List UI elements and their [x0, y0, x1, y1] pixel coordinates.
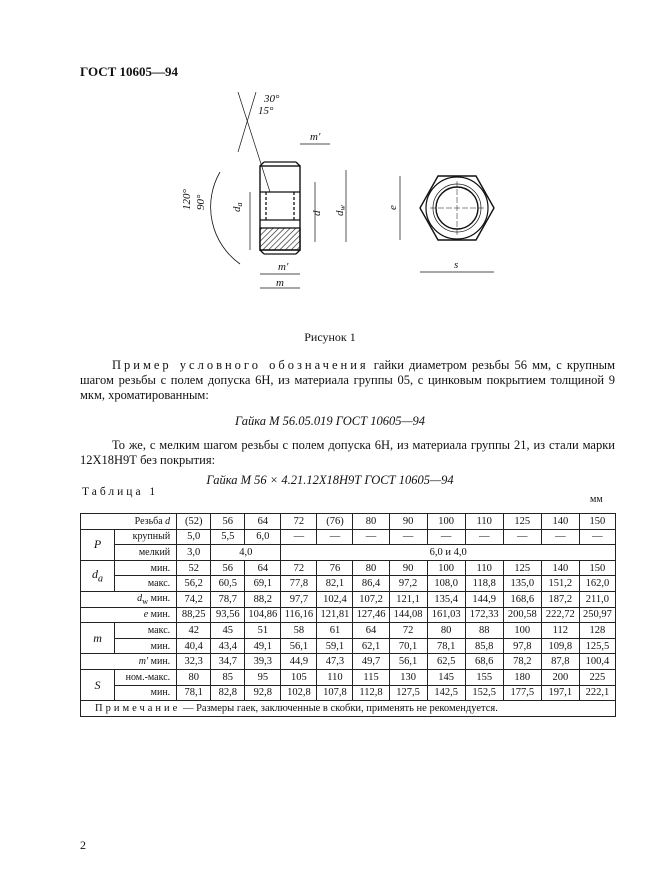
- pitch-symbol: P: [81, 529, 115, 560]
- table-cell: 61: [317, 623, 353, 639]
- table-cell: 74,2: [177, 591, 211, 607]
- table-cell: 125: [503, 560, 541, 576]
- table-cell: 125,5: [579, 638, 615, 654]
- angle-15-label: 15°: [258, 105, 274, 117]
- nut-side-view: [211, 92, 346, 288]
- table-cell: 108,0: [427, 576, 465, 592]
- table-row: [81, 529, 616, 545]
- table-cell: 177,5: [503, 685, 541, 701]
- table-cell: —: [503, 529, 541, 545]
- table-cell: 107,2: [353, 591, 389, 607]
- table-row: [81, 654, 616, 670]
- table-cell: 112: [541, 623, 579, 639]
- table-cell: 6,0 и 4,0: [281, 545, 616, 561]
- table-cell: 72: [281, 514, 317, 530]
- m-prime-top-label: m': [310, 131, 321, 143]
- da-symbol: $d_a$: [81, 560, 115, 591]
- table-cell: 105: [281, 669, 317, 685]
- table-cell: 110: [317, 669, 353, 685]
- table-row: [81, 591, 616, 607]
- table-cell: 95: [245, 669, 281, 685]
- table-cell: 222,1: [579, 685, 615, 701]
- table-cell: 78,2: [503, 654, 541, 670]
- table-cell: 109,8: [541, 638, 579, 654]
- figure-caption: Рисунок 1: [304, 330, 356, 344]
- nut-front-view: [400, 176, 494, 272]
- table-cell: (76): [317, 514, 353, 530]
- table-cell: 150: [579, 560, 615, 576]
- table-row: [81, 560, 616, 576]
- table-row: [81, 545, 616, 561]
- table-cell: 135,0: [503, 576, 541, 592]
- mprime-header: m' мин.: [81, 654, 177, 670]
- table-cell: 5,0: [177, 529, 211, 545]
- table-cell: 140: [541, 560, 579, 576]
- table-cell: (52): [177, 514, 211, 530]
- table-cell: 151,2: [541, 576, 579, 592]
- table-cell: 100: [503, 623, 541, 639]
- table-cell: 76: [317, 560, 353, 576]
- table-cell: 145: [427, 669, 465, 685]
- table-cell: 116,16: [281, 607, 317, 623]
- m-symbol: m: [81, 623, 115, 654]
- table-cell: 56,1: [281, 638, 317, 654]
- table-cell: 68,6: [465, 654, 503, 670]
- table-cell: 187,2: [541, 591, 579, 607]
- table-cell: 82,1: [317, 576, 353, 592]
- angle-90-label: 90°: [195, 194, 207, 210]
- row-label: макс.: [115, 576, 177, 592]
- table-cell: 100: [427, 560, 465, 576]
- table-row: [81, 669, 616, 685]
- table-row: [81, 685, 616, 701]
- table-cell: 56: [211, 514, 245, 530]
- table-cell: 180: [503, 669, 541, 685]
- table-cell: 58: [281, 623, 317, 639]
- table-cell: —: [281, 529, 317, 545]
- e-header: e мин.: [81, 607, 177, 623]
- table-cell: 115: [353, 669, 389, 685]
- table-cell: 5,5: [211, 529, 245, 545]
- table-cell: 87,8: [541, 654, 579, 670]
- table-cell: 168,6: [503, 591, 541, 607]
- table-cell: 150: [579, 514, 615, 530]
- table-cell: 44,9: [281, 654, 317, 670]
- table-cell: 125: [503, 514, 541, 530]
- table-cell: 59,1: [317, 638, 353, 654]
- table-cell: 3,0: [177, 545, 211, 561]
- designation-2: Гайка М 56 × 4.21.12Х18Н9Т ГОСТ 10605—94: [206, 473, 454, 487]
- nut-drawing: [160, 92, 560, 314]
- table-cell: 135,4: [427, 591, 465, 607]
- table-cell: 225: [579, 669, 615, 685]
- table-row: [81, 701, 616, 717]
- table-cell: 144,9: [465, 591, 503, 607]
- example-paragraph-2: То же, с мелким шагом резьбы с полем допуска 6Н, из материала группы 21, из стали марки 12Х18Н9Т без покрытия:: [80, 438, 615, 467]
- table-cell: 78,1: [427, 638, 465, 654]
- table-cell: 102,4: [317, 591, 353, 607]
- table-cell: —: [353, 529, 389, 545]
- table-cell: 82,8: [211, 685, 245, 701]
- table-cell: 100: [427, 514, 465, 530]
- angle-120-label: 120°: [181, 189, 193, 210]
- table-cell: —: [579, 529, 615, 545]
- s-label: s: [454, 259, 459, 271]
- row-label: мин.: [115, 560, 177, 576]
- table-cell: 77,8: [281, 576, 317, 592]
- table-cell: 102,8: [281, 685, 317, 701]
- table-cell: 121,1: [389, 591, 427, 607]
- table-cell: 161,03: [427, 607, 465, 623]
- table-cell: 78,1: [177, 685, 211, 701]
- d-label: d: [311, 210, 323, 216]
- row-label: крупный: [115, 529, 177, 545]
- table-row: [81, 638, 616, 654]
- table-cell: 144,08: [389, 607, 427, 623]
- s-symbol: S: [81, 669, 115, 700]
- table-cell: 69,1: [245, 576, 281, 592]
- table-cell: 90: [389, 514, 427, 530]
- table-cell: 47,3: [317, 654, 353, 670]
- table-cell: 140: [541, 514, 579, 530]
- table-cell: 49,1: [245, 638, 281, 654]
- table-cell: 97,2: [389, 576, 427, 592]
- row-label: мелкий: [115, 545, 177, 561]
- document-header: ГОСТ 10605—94: [80, 64, 179, 79]
- table-cell: —: [465, 529, 503, 545]
- table-cell: 56,1: [389, 654, 427, 670]
- table-cell: 162,0: [579, 576, 615, 592]
- table-cell: 200: [541, 669, 579, 685]
- table-cell: 39,3: [245, 654, 281, 670]
- table-cell: 6,0: [245, 529, 281, 545]
- dw-label: dw: [334, 205, 347, 216]
- table-cell: 211,0: [579, 591, 615, 607]
- table-cell: 104,86: [245, 607, 281, 623]
- table-cell: —: [317, 529, 353, 545]
- table-cell: 85,8: [465, 638, 503, 654]
- table-cell: 222,72: [541, 607, 579, 623]
- table-cell: 200,58: [503, 607, 541, 623]
- table-cell: 45: [211, 623, 245, 639]
- table-unit: мм: [590, 494, 603, 505]
- row-label: макс.: [115, 623, 177, 639]
- table-cell: 93,56: [211, 607, 245, 623]
- m-label: m: [276, 277, 284, 289]
- table-cell: 155: [465, 669, 503, 685]
- table-cell: 118,8: [465, 576, 503, 592]
- table-cell: 62,5: [427, 654, 465, 670]
- table-cell: 72: [389, 623, 427, 639]
- table-cell: 90: [389, 560, 427, 576]
- table-cell: —: [389, 529, 427, 545]
- table-cell: 64: [245, 560, 281, 576]
- table-cell: 88,25: [177, 607, 211, 623]
- table-cell: 78,7: [211, 591, 245, 607]
- dw-header: $d_w$ мин.: [81, 591, 177, 607]
- table-cell: 49,7: [353, 654, 389, 670]
- table-cell: 64: [353, 623, 389, 639]
- table-cell: 64: [245, 514, 281, 530]
- table-cell: 40,4: [177, 638, 211, 654]
- table-cell: 62,1: [353, 638, 389, 654]
- table-cell: 51: [245, 623, 281, 639]
- row-label: мин.: [115, 638, 177, 654]
- table-row: [81, 514, 616, 530]
- table-cell: 152,5: [465, 685, 503, 701]
- table-cell: 80: [353, 560, 389, 576]
- table-cell: 70,1: [389, 638, 427, 654]
- table-cell: 97,8: [503, 638, 541, 654]
- table-cell: 80: [353, 514, 389, 530]
- table-cell: —: [427, 529, 465, 545]
- thread-header: Резьба d: [81, 514, 177, 530]
- da-label: da: [231, 202, 244, 212]
- example-lead: Пример условного обозначения: [112, 358, 369, 372]
- table-cell: 34,7: [211, 654, 245, 670]
- e-label: e: [387, 205, 399, 210]
- table-cell: 142,5: [427, 685, 465, 701]
- m-prime-bottom-label: m': [278, 261, 289, 273]
- table-row: [81, 607, 616, 623]
- example-text: гайки диаметром резьбы 56 мм, с крупным шагом резьбы с полем допуска 6Н, из материала группы 05, с цинковым покрытием толщиной 9 мкм, хроматированным:: [80, 358, 615, 402]
- table-cell: 127,5: [389, 685, 427, 701]
- table-cell: 80: [177, 669, 211, 685]
- table-cell: 52: [177, 560, 211, 576]
- table-cell: 85: [211, 669, 245, 685]
- table-cell: 43,4: [211, 638, 245, 654]
- table-cell: 197,1: [541, 685, 579, 701]
- table-cell: 130: [389, 669, 427, 685]
- table-cell: 110: [465, 560, 503, 576]
- row-label: мин.: [115, 685, 177, 701]
- table-cell: 121,81: [317, 607, 353, 623]
- page-number: 2: [80, 838, 86, 852]
- example-paragraph-1: [80, 358, 615, 403]
- table-caption: Таблица 1: [82, 486, 159, 498]
- table-cell: 172,33: [465, 607, 503, 623]
- table-cell: 56,2: [177, 576, 211, 592]
- table-cell: 107,8: [317, 685, 353, 701]
- table-cell: 250,97: [579, 607, 615, 623]
- table-row: [81, 576, 616, 592]
- angle-30-label: 30°: [264, 93, 280, 105]
- designation-1: Гайка М 56.05.019 ГОСТ 10605—94: [234, 414, 426, 428]
- table-row: [81, 623, 616, 639]
- table-cell: 110: [465, 514, 503, 530]
- row-label: ном.-макс.: [115, 669, 177, 685]
- table-note: Примечание — Размеры гаек, заключенные в скобки, применять не рекомендуется.: [81, 701, 616, 717]
- table-cell: 128: [579, 623, 615, 639]
- table-cell: 72: [281, 560, 317, 576]
- table-cell: 127,46: [353, 607, 389, 623]
- table-cell: 92,8: [245, 685, 281, 701]
- table-cell: —: [541, 529, 579, 545]
- table-cell: 56: [211, 560, 245, 576]
- table-cell: 60,5: [211, 576, 245, 592]
- table-cell: 88: [465, 623, 503, 639]
- table-cell: 112,8: [353, 685, 389, 701]
- table-cell: 100,4: [579, 654, 615, 670]
- table-cell: 42: [177, 623, 211, 639]
- table-cell: 88,2: [245, 591, 281, 607]
- table-cell: 86,4: [353, 576, 389, 592]
- dimensions-table: [80, 513, 616, 717]
- table-cell: 97,7: [281, 591, 317, 607]
- table-cell: 4,0: [211, 545, 281, 561]
- table-cell: 80: [427, 623, 465, 639]
- table-cell: 32,3: [177, 654, 211, 670]
